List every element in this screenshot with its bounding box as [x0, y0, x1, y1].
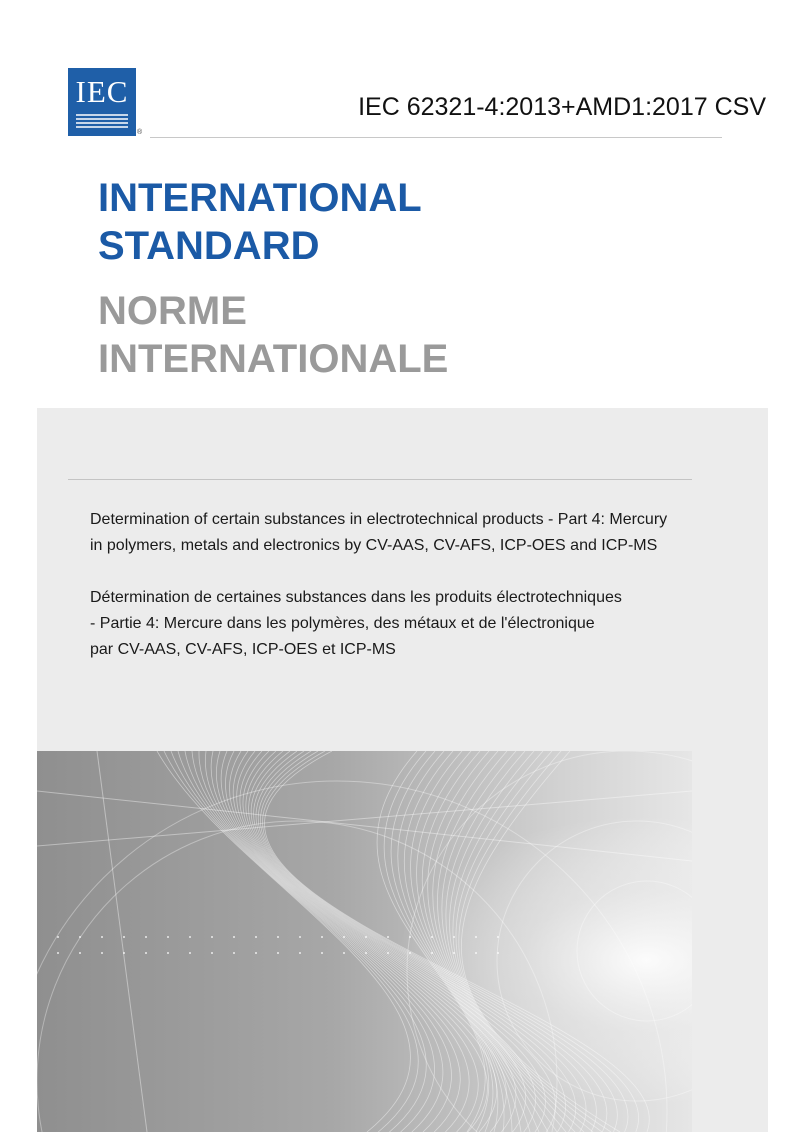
desc-en-line1: Determination of certain substances in electrotechnical products - Part 4: Mercury: [90, 511, 668, 528]
title-en-line1: INTERNATIONAL: [98, 176, 422, 220]
logo-text: IEC: [75, 74, 129, 109]
title-fr-line2: INTERNATIONALE: [98, 337, 449, 381]
logo-lines-icon: [74, 112, 130, 128]
desc-fr-line3: par CV-AAS, CV-AFS, ICP-OES et ICP-MS: [90, 641, 396, 658]
document-id: IEC 62321-4:2013+AMD1:2017 CSV: [358, 93, 766, 121]
desc-fr-line1: Détermination de certaines substances dans les produits électrotechniques: [90, 589, 622, 606]
title-en-line2: STANDARD: [98, 224, 320, 268]
registered-mark: ®: [137, 129, 143, 136]
title-fr-line1: NORME: [98, 289, 247, 333]
iec-logo: [68, 68, 136, 136]
description-french: [90, 585, 700, 663]
title-english: [98, 174, 422, 270]
header-divider: [150, 137, 722, 138]
desc-en-line2: in polymers, metals and electronics by CV-AAS, CV-AFS, ICP-OES and ICP-MS: [90, 537, 658, 554]
panel-divider: [68, 479, 692, 480]
description-english: [90, 507, 700, 559]
cover-artwork: [37, 751, 692, 1132]
desc-fr-line2: - Partie 4: Mercure dans les polymères, des métaux et de l'électronique: [90, 615, 595, 632]
title-french: [98, 287, 448, 383]
